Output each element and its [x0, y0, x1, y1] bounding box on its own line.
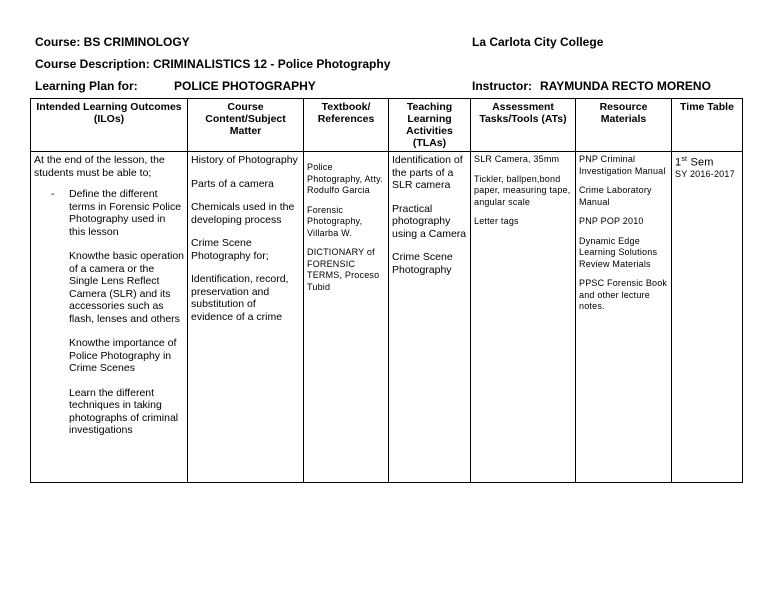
learning-plan-title: POLICE PHOTOGRAPHY	[174, 79, 316, 93]
content-item: Parts of a camera	[191, 177, 274, 190]
resource-item: Dynamic Edge Learning Solutions Review Materials	[579, 235, 658, 269]
column-header-ilos: Intended Learning Outcomes (ILOs)	[31, 99, 188, 152]
instructor-label: Instructor:	[472, 79, 532, 93]
activity-item: Practical photography using a Camera	[392, 202, 467, 240]
reference-item: Police Photography, Atty. Rodulfo Garcia	[307, 162, 383, 195]
column-header-assessment: Assessment Tasks/Tools (ATs)	[471, 99, 576, 152]
resource-item: PPSC Forensic Book and other lecture notes.	[579, 278, 668, 311]
table-row	[31, 152, 743, 483]
column-header-timetable: Time Table	[672, 99, 743, 152]
ilos-intro: At the end of the lesson, the students must be able to;	[34, 154, 165, 179]
school-year: SY 2016-2017	[675, 169, 735, 180]
dash-bullet: -	[51, 188, 55, 200]
ilo-item	[34, 337, 184, 375]
college-name: La Carlota City College	[472, 35, 604, 49]
ilo-item	[34, 387, 184, 437]
assessment-item: Tickler, ballpen,bond paper, measuring tape, angular scale	[474, 173, 571, 207]
content-cell	[188, 152, 304, 483]
ilo-item	[34, 250, 184, 325]
ilo-item-text: Knowthe importance of Police Photography in Crime Scenes	[69, 337, 177, 374]
content-item: Chemicals used in the developing process	[191, 201, 295, 226]
reference-item: Forensic Photography, Villarba W.	[307, 204, 363, 238]
column-header-activities: Teaching Learning Activities (TLAs)	[389, 99, 471, 152]
column-header-resources: Resource Materials	[576, 99, 672, 152]
learning-plan-label: Learning Plan for:	[35, 79, 138, 93]
activity-item: Crime Scene Photography	[392, 251, 453, 276]
ilos-cell	[31, 152, 188, 483]
learning-plan-table	[30, 98, 743, 483]
content-item: Identification, record, preservation and substitution of evidence of a crime	[191, 273, 289, 323]
references-cell	[304, 152, 389, 483]
assessment-cell	[471, 152, 576, 483]
semester-label: 1st Sem	[675, 156, 714, 169]
activities-cell	[389, 152, 471, 483]
assessment-item: Letter tags	[474, 216, 519, 226]
assessment-item: SLR Camera, 35mm	[474, 154, 560, 164]
content-item: History of Photography	[191, 154, 298, 166]
resource-item: PNP POP 2010	[579, 216, 644, 226]
resources-cell	[576, 152, 672, 483]
activity-item: Identification of the parts of a SLR camera	[392, 154, 463, 191]
column-header-references: Textbook/ References	[304, 99, 389, 152]
content-item: Crime Scene Photography for;	[191, 237, 269, 262]
resource-item: Crime Laboratory Manual	[579, 185, 652, 207]
resource-item: PNP Criminal Investigation Manual	[579, 154, 666, 176]
timetable-cell	[672, 152, 743, 483]
reference-item: DICTIONARY of FORENSIC TERMS, Proceso Tubid	[307, 247, 380, 292]
ilo-item-text: Learn the different techniques in taking photographs of criminal investigations	[69, 386, 179, 436]
column-header-content: Course Content/Subject Matter	[188, 99, 304, 152]
instructor-name: RAYMUNDA RECTO MORENO	[540, 79, 711, 93]
ilo-item-text: Define the different terms in Forensic Police Photography used in this lesson	[69, 188, 182, 238]
course-description: Course Description: CRIMINALISTICS 12 - Police Photography	[35, 57, 391, 71]
table-header-row	[31, 99, 743, 152]
course-label: Course: BS CRIMINOLOGY	[35, 35, 190, 49]
ilo-item	[34, 188, 184, 238]
ilos-list	[34, 188, 184, 437]
ilo-item-text: Knowthe basic operation of a camera or the Single Lens Reflect Camera (SLR) and its accessories such as flash, lenses and others	[69, 250, 184, 325]
